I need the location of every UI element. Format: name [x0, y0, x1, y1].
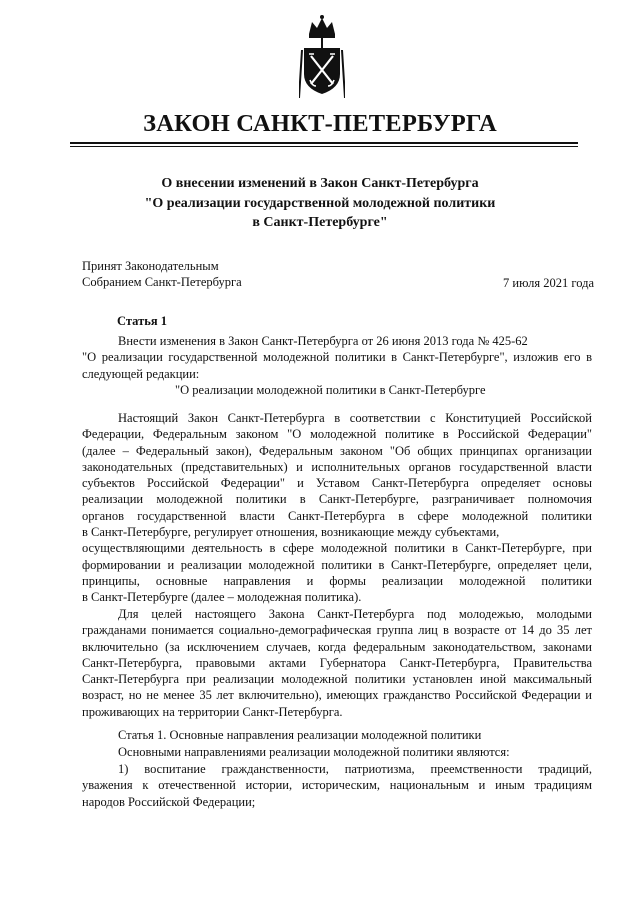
adoption-date: 7 июля 2021 года	[503, 276, 594, 290]
article-intro	[82, 333, 592, 382]
paragraph-line: включительно (за исключением случаев, когда федеральным законодательством, законами	[82, 639, 592, 654]
paragraph-line: Настоящий Закон Санкт-Петербурга в соответствии с Конституцией Российской	[118, 411, 592, 425]
subtitle-line: "О реализации государственной молодежной политики	[144, 195, 496, 211]
list-item-1	[82, 761, 592, 810]
coat-of-arms-emblem	[299, 14, 345, 98]
paragraph-line: гражданами понимается социально-демографическая группа лиц в возрасте от 14 до 35 лет	[82, 623, 592, 638]
subtitle-line: в Санкт-Петербурге"	[252, 215, 388, 230]
paragraph-2	[82, 606, 592, 720]
subarticle-intro: Основными направлениями реализации молодежной политики являются:	[118, 745, 510, 759]
paragraph-line: осуществляющими деятельность в сфере молодежной политики в Санкт-Петербурге, при	[82, 541, 592, 556]
paragraph-line: в Санкт-Петербурге (далее – молодежная политика).	[82, 590, 362, 605]
subarticle-heading: Статья 1. Основные направления реализации молодежной политики	[118, 728, 482, 742]
quoted-law-title: "О реализации молодежной политики в Санкт-Петербурге	[175, 383, 486, 397]
adopted-by	[82, 258, 242, 290]
paragraph-line: (далее – Федеральный закон), Федеральным законом "Об общих принципах организации	[82, 443, 592, 458]
paragraph-line: органов государственной власти Санкт-Петербурга в сфере молодежной политики	[82, 508, 592, 523]
intro-line: "О реализации государственной молодежной политики в Санкт-Петербурге", изложив его в	[82, 350, 592, 365]
article-heading: Статья 1	[117, 314, 167, 328]
paragraph-line: в Санкт-Петербурге, регулирует отношения, возникающие между субъектами,	[82, 525, 500, 540]
paragraph-line: возраст, но не менее 35 лет включительно), имеющих гражданство Российской Федерации и	[82, 688, 592, 703]
paragraph-line: проживающих на территории Санкт-Петербурга.	[82, 704, 343, 719]
list-item-line: 1) воспитание гражданственности, патриотизма, преемственности традиций,	[118, 762, 592, 776]
paragraph-line: субъектов Российской Федерации" и Уставом Санкт-Петербурга определяет основы	[82, 476, 592, 491]
intro-line: следующей редакции:	[82, 366, 200, 381]
paragraph-line: принципы, основные направления и формы реализации молодежной политики	[82, 573, 592, 588]
paragraph-1	[82, 410, 592, 606]
paragraph-line: Федерации, Федеральным законом "О молодежной политике в Российской Федерации"	[82, 427, 592, 442]
paragraph-line: Для целей настоящего Закона Санкт-Петербурга под молодежью, молодыми	[118, 607, 592, 621]
adopted-line: Принят Законодательным	[82, 259, 219, 273]
title-rule-thin	[70, 146, 578, 147]
adopted-line: Собранием Санкт-Петербурга	[82, 275, 242, 289]
law-title: ЗАКОН САНКТ-ПЕТЕРБУРГА	[143, 110, 497, 137]
paragraph-line: законодательных (представительных) и исполнительных органов государственной власти	[82, 459, 592, 474]
title-rule-thick	[70, 142, 578, 144]
subtitle-line: О внесении изменений в Закон Санкт-Петербурга	[161, 176, 479, 191]
paragraph-line: Санкт-Петербурга при реализации молодежной политики установлен иной максимальный	[82, 672, 592, 687]
intro-line: Внести изменения в Закон Санкт-Петербурга от 26 июня 2013 года № 425-62	[118, 334, 528, 348]
paragraph-line: реализации молодежной политики в Санкт-Петербурге, разграничивает полномочия	[82, 492, 592, 507]
list-item-line: уважения к отечественной истории, историческим, национальным и иным традициям	[82, 778, 592, 793]
paragraph-line: Санкт-Петербурга, правовыми актами Губернатора Санкт-Петербурга, Правительства	[82, 655, 592, 670]
paragraph-line: формировании и реализации молодежной политики в Санкт-Петербурге, определяет цели,	[82, 557, 592, 572]
list-item-line: народов Российской Федерации;	[82, 794, 256, 809]
law-subtitle	[0, 174, 640, 233]
